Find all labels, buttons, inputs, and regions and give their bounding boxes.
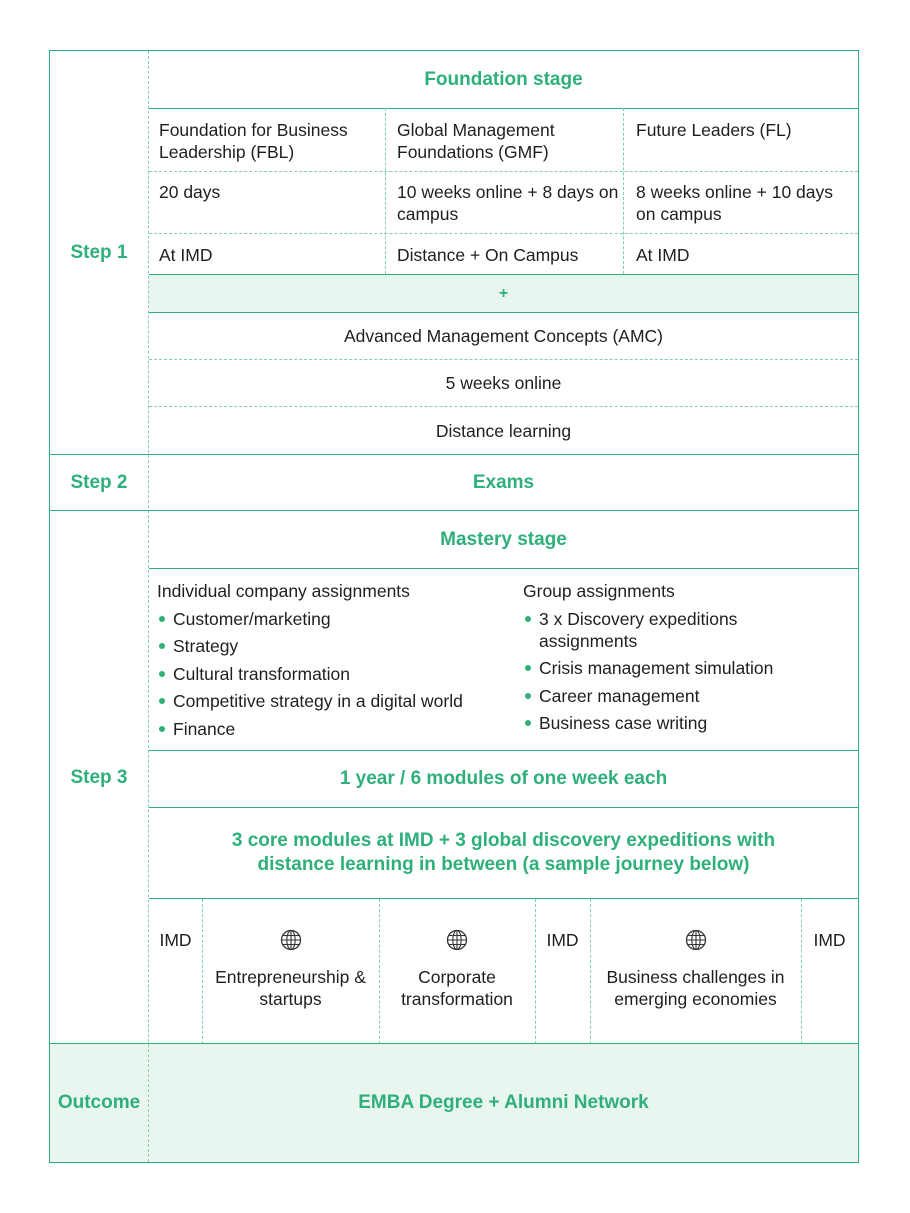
program-fbl-name: Foundation for Business Leadership (FBL) <box>159 120 348 162</box>
program-gmf-name: Global Management Foundations (GMF) <box>397 120 555 162</box>
mastery-duration: 1 year / 6 modules of one week each <box>339 768 668 789</box>
list-item: Career management <box>523 685 823 707</box>
divider <box>149 233 858 234</box>
divider <box>149 568 858 569</box>
journey-imd-1: IMD <box>159 930 192 950</box>
globe-icon <box>685 929 707 951</box>
outcome-text: EMBA Degree + Alumni Network <box>149 1044 858 1162</box>
step-1-label: Step 1 <box>70 242 128 263</box>
program-fl-name: Future Leaders (FL) <box>636 120 792 140</box>
amc-mode: Distance learning <box>435 420 572 441</box>
exams-label: Exams <box>472 472 535 493</box>
outcome-label: Outcome <box>50 1044 148 1162</box>
journey-imd-3: IMD <box>813 930 846 950</box>
individual-assignments-heading: Individual company assignments <box>157 581 410 601</box>
amc-name: Advanced Management Concepts (AMC) <box>343 326 664 346</box>
list-item: 3 x Discovery expeditions assignments <box>523 608 823 652</box>
program-fbl-duration: 20 days <box>159 182 221 202</box>
program-fl-location: At IMD <box>636 245 690 265</box>
divider <box>149 898 858 899</box>
journey-module-corporate <box>379 929 535 1010</box>
list-item: Crisis management simulation <box>523 657 823 679</box>
globe-icon <box>280 929 302 951</box>
divider <box>149 108 858 109</box>
foundation-stage-title: Foundation stage <box>424 68 583 90</box>
journey-module-entrepreneurship <box>202 929 379 1010</box>
column-divider <box>623 108 624 274</box>
list-item: Cultural transformation <box>157 663 512 685</box>
journey-label: Business challenges in emerging economies <box>606 967 785 1009</box>
list-item: Business case writing <box>523 712 823 734</box>
journey-label: Corporate transformation <box>401 967 513 1009</box>
label-column-divider <box>148 51 149 1162</box>
globe-icon <box>446 929 468 951</box>
journey-imd-2: IMD <box>546 930 579 950</box>
journey-label: Entrepreneurship & startups <box>215 967 366 1009</box>
group-assignments-heading: Group assignments <box>523 581 675 601</box>
step-2-label: Step 2 <box>70 472 128 493</box>
journey-module-emerging <box>590 929 801 1010</box>
mastery-stage-title: Mastery stage <box>440 528 567 550</box>
column-divider <box>385 108 386 274</box>
program-gmf-duration: 10 weeks online + 8 days on campus <box>397 182 619 224</box>
program-structure-table <box>49 50 859 1163</box>
amc-duration: 5 weeks online <box>445 373 562 393</box>
list-item: Customer/marketing <box>157 608 512 630</box>
program-gmf-location: Distance + On Campus <box>397 245 579 265</box>
group-assignments <box>523 580 823 734</box>
list-item: Strategy <box>157 635 512 657</box>
column-divider <box>801 899 802 1044</box>
individual-assignments <box>157 580 512 740</box>
divider <box>149 171 858 172</box>
program-fbl-location: At IMD <box>159 245 213 265</box>
program-fl-duration: 8 weeks online + 10 days on campus <box>636 182 834 224</box>
step-3-label: Step 3 <box>70 766 128 788</box>
list-item: Finance <box>157 718 512 740</box>
column-divider <box>535 899 536 1044</box>
core-modules-description: 3 core modules at IMD + 3 global discovery expeditions with distance learning in between (a sample journey below) <box>231 830 776 875</box>
list-item: Competitive strategy in a digital world <box>157 690 512 712</box>
plus-row: + <box>149 275 858 312</box>
